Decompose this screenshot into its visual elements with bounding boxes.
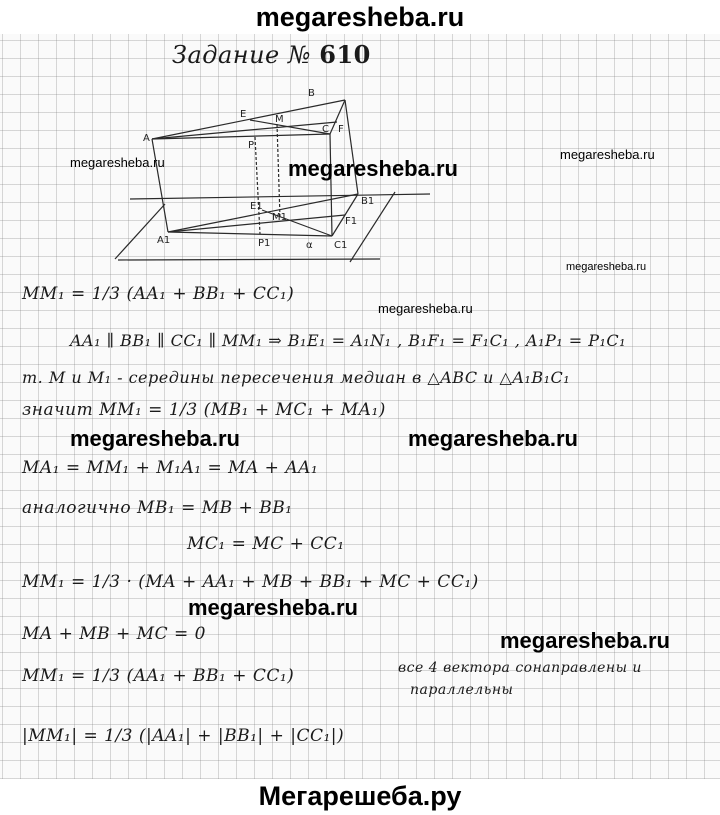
edge-AA1 [152,139,168,232]
site-header [0,0,720,34]
watermark: megaresheba.ru [566,261,647,273]
footer-site-name: Мегарешеба.ру [258,781,462,811]
label-alpha: α [306,240,313,251]
watermark: megaresheba.ru [188,595,358,620]
segment-PP1 [255,137,260,234]
label-P1: P1 [258,238,271,249]
notebook-sheet [0,34,720,779]
watermark: megaresheba.ru [560,147,655,162]
label-E: E [240,109,247,120]
header-site-name: megaresheba.ru [255,2,465,32]
edge-A1C1 [168,232,332,236]
label-A1: A1 [157,235,171,246]
label-C: C [322,124,329,135]
solution-line: аналогично MB₁ = MB + BB₁ [22,498,293,518]
solution-line: т. M и M₁ - середины пересечения медиан в △ABC и △A₁B₁C₁ [22,368,571,387]
watermark: megaresheba.ru [288,156,458,181]
solution-line: MC₁ = MC + CC₁ [187,534,345,554]
segment-MM1 [277,124,280,218]
task-number: 610 [319,40,371,69]
edge-CC1 [330,134,332,236]
solution-note: параллельны [410,682,514,698]
plane-line [115,204,165,259]
plane-line [118,259,380,260]
edge-A1B1 [168,194,358,232]
label-M1: M1 [272,212,287,223]
watermark: megaresheba.ru [408,426,578,451]
label-B1: B1 [361,196,375,207]
plane-line [130,194,430,199]
solution-line: MM₁ = 1/3 · (MA + AA₁ + MB + BB₁ + MC + CC₁) [22,572,479,592]
label-F: F [338,124,344,135]
median-A1F1 [168,215,345,232]
solution-line: MM₁ = 1/3 (AA₁ + BB₁ + CC₁) [22,284,295,304]
task-title-word: Задание [172,41,280,69]
solution-line: значит MM₁ = 1/3 (MB₁ + MC₁ + MA₁) [22,400,386,420]
label-B: B [308,88,315,99]
solution-line: MM₁ = 1/3 (AA₁ + BB₁ + CC₁) [22,666,295,686]
label-F1: F1 [345,216,358,227]
watermark: megaresheba.ru [70,426,240,451]
watermark: megaresheba.ru [500,628,670,653]
solution-line: |MM₁| = 1/3 (|AA₁| + |BB₁| + |CC₁|) [22,726,345,746]
solution-line: AA₁ ∥ BB₁ ∥ CC₁ ∥ MM₁ ⇒ B₁E₁ = A₁N₁ , B₁F₁ = F₁C₁ , A₁P₁ = P₁C₁ [70,331,627,350]
median-CE [250,120,330,134]
watermark: megaresheba.ru [70,155,165,170]
edge-AB [152,100,345,139]
solution-note: все 4 вектора сонаправлены и [398,660,642,676]
watermark: megaresheba.ru [378,301,473,316]
label-A: A [143,133,150,144]
solution-line: MA + MB + MC = 0 [22,624,206,644]
label-E1: E1 [250,201,263,212]
label-C1: C1 [334,240,348,251]
label-P: P [248,140,255,151]
site-footer [0,779,720,813]
solution-line: MA₁ = MM₁ + M₁A₁ = MA + AA₁ [22,458,319,478]
task-title-no: № [287,41,312,69]
label-M: M [275,114,284,125]
